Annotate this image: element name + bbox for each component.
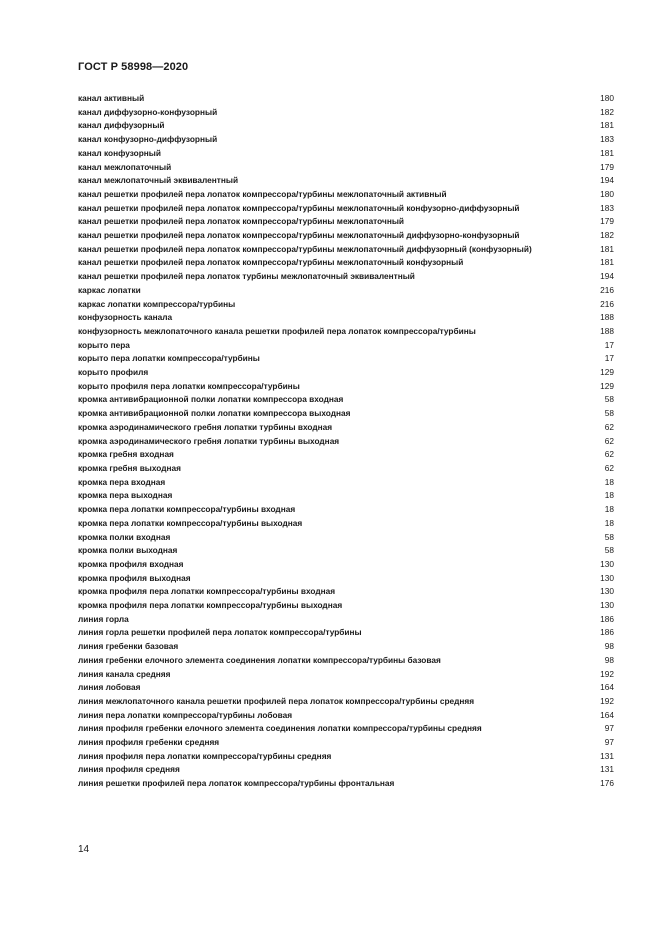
index-page-ref: 181 bbox=[600, 147, 614, 158]
index-entry bbox=[78, 517, 614, 531]
index-term: каркас лопатки bbox=[78, 284, 141, 295]
index-page-ref: 130 bbox=[600, 572, 614, 583]
index-term: конфузорность межлопаточного канала решетки профилей пера лопаток компрессора/турбины bbox=[78, 325, 476, 336]
index-entry bbox=[78, 777, 614, 791]
index-entry bbox=[78, 284, 614, 298]
index-entry bbox=[78, 722, 614, 736]
index-term: корыто профиля пера лопатки компрессора/турбины bbox=[78, 380, 300, 391]
index-entry bbox=[78, 366, 614, 380]
index-page-ref: 130 bbox=[600, 600, 614, 611]
index-entry bbox=[78, 736, 614, 750]
index-entry bbox=[78, 640, 614, 654]
index-entry bbox=[78, 311, 614, 325]
index-term: кромка гребня выходная bbox=[78, 462, 181, 473]
term-index bbox=[78, 92, 614, 791]
index-term: кромка антивибрационной полки лопатки компрессора выходная bbox=[78, 408, 351, 419]
index-entry bbox=[78, 161, 614, 175]
index-page-ref: 18 bbox=[604, 490, 614, 501]
index-term: корыто профиля bbox=[78, 367, 149, 378]
index-page-ref: 180 bbox=[600, 93, 614, 103]
index-term: корыто пера лопатки компрессора/турбины bbox=[78, 353, 260, 364]
index-term: канал межлопаточный bbox=[78, 161, 172, 172]
index-page-ref: 181 bbox=[600, 257, 614, 268]
index-page-ref: 179 bbox=[600, 161, 614, 172]
index-term: кромка полки выходная bbox=[78, 545, 178, 556]
index-term: кромка аэродинамического гребня лопатки турбины выходная bbox=[78, 435, 340, 446]
index-entry bbox=[78, 585, 614, 599]
index-page-ref: 17 bbox=[604, 339, 614, 350]
index-page-ref: 129 bbox=[600, 367, 614, 378]
index-page-ref: 181 bbox=[600, 243, 614, 254]
index-term: линия пера лопатки компрессора/турбины лобовая bbox=[78, 709, 293, 720]
index-term: линия лобовая bbox=[78, 682, 141, 693]
index-entry bbox=[78, 270, 614, 284]
index-term: кромка пера лопатки компрессора/турбины выходная bbox=[78, 517, 303, 528]
index-entry bbox=[78, 572, 614, 586]
index-entry bbox=[78, 380, 614, 394]
index-page-ref: 192 bbox=[600, 695, 614, 706]
index-page-ref: 180 bbox=[600, 188, 614, 199]
index-term: канал активный bbox=[78, 93, 145, 103]
index-term: канал решетки профилей пера лопаток турбины межлопаточный эквивалентный bbox=[78, 271, 415, 282]
index-page-ref: 164 bbox=[600, 682, 614, 693]
index-page-ref: 179 bbox=[600, 216, 614, 227]
index-page-ref: 62 bbox=[604, 435, 614, 446]
index-page-ref: 62 bbox=[604, 421, 614, 432]
index-term: линия канала средняя bbox=[78, 668, 171, 679]
index-term: линия профиля средняя bbox=[78, 764, 180, 775]
index-page-ref: 181 bbox=[600, 120, 614, 131]
index-page-ref: 186 bbox=[600, 613, 614, 624]
index-entry bbox=[78, 695, 614, 709]
index-entry bbox=[78, 325, 614, 339]
index-entry bbox=[78, 668, 614, 682]
index-page-ref: 131 bbox=[600, 764, 614, 775]
index-term: кромка пера входная bbox=[78, 476, 166, 487]
index-entry bbox=[78, 613, 614, 627]
index-entry bbox=[78, 407, 614, 421]
index-term: кромка пера выходная bbox=[78, 490, 173, 501]
index-term: линия решетки профилей пера лопаток компрессора/турбины фронтальная bbox=[78, 778, 395, 789]
index-entry bbox=[78, 133, 614, 147]
index-term: канал решетки профилей пера лопаток компрессора/турбины межлопаточный конфузорно-диффузорный bbox=[78, 202, 520, 213]
index-term: каркас лопатки компрессора/турбины bbox=[78, 298, 236, 309]
index-page-ref: 188 bbox=[600, 312, 614, 323]
index-page-ref: 186 bbox=[600, 627, 614, 638]
index-term: конфузорность канала bbox=[78, 312, 173, 323]
index-entry bbox=[78, 352, 614, 366]
index-page-ref: 216 bbox=[600, 284, 614, 295]
index-term: кромка антивибрационной полки лопатки компрессора входная bbox=[78, 394, 344, 405]
index-page-ref: 183 bbox=[600, 202, 614, 213]
index-term: кромка профиля пера лопатки компрессора/турбины выходная bbox=[78, 600, 343, 611]
index-term: канал решетки профилей пера лопаток компрессора/турбины межлопаточный активный bbox=[78, 188, 447, 199]
index-page-ref: 130 bbox=[600, 558, 614, 569]
index-term: канал конфузорный bbox=[78, 147, 161, 158]
index-term: кромка аэродинамического гребня лопатки турбины входная bbox=[78, 421, 333, 432]
index-entry bbox=[78, 681, 614, 695]
index-entry bbox=[78, 503, 614, 517]
index-page-ref: 62 bbox=[604, 449, 614, 460]
index-entry bbox=[78, 763, 614, 777]
index-entry bbox=[78, 654, 614, 668]
index-page-ref: 164 bbox=[600, 709, 614, 720]
index-entry bbox=[78, 476, 614, 490]
index-term: канал решетки профилей пера лопаток компрессора/турбины межлопаточный диффузорный (конфузорный) bbox=[78, 243, 532, 254]
index-entry bbox=[78, 462, 614, 476]
index-term: кромка профиля входная bbox=[78, 558, 184, 569]
index-term: корыто пера bbox=[78, 339, 130, 350]
index-entry bbox=[78, 544, 614, 558]
index-page-ref: 182 bbox=[600, 106, 614, 117]
index-term: кромка профиля пера лопатки компрессора/турбины входная bbox=[78, 586, 336, 597]
index-term: линия профиля гребенки средняя bbox=[78, 737, 220, 748]
index-page-ref: 17 bbox=[604, 353, 614, 364]
index-entry bbox=[78, 215, 614, 229]
index-term: канал диффузорный bbox=[78, 120, 165, 131]
index-entry bbox=[78, 229, 614, 243]
index-page-ref: 188 bbox=[600, 325, 614, 336]
index-entry bbox=[78, 188, 614, 202]
index-term: канал решетки профилей пера лопаток компрессора/турбины межлопаточный bbox=[78, 216, 405, 227]
index-term: линия межлопаточного канала решетки профилей пера лопаток компрессора/турбины средняя bbox=[78, 695, 475, 706]
index-page-ref: 182 bbox=[600, 230, 614, 241]
index-entry bbox=[78, 147, 614, 161]
index-term: линия горла bbox=[78, 613, 129, 624]
index-page-ref: 58 bbox=[604, 408, 614, 419]
index-page-ref: 18 bbox=[604, 504, 614, 515]
index-entry bbox=[78, 92, 614, 106]
index-term: канал конфузорно-диффузорный bbox=[78, 134, 218, 145]
page-number: 14 bbox=[78, 844, 90, 855]
index-page-ref: 62 bbox=[604, 462, 614, 473]
index-page-ref: 18 bbox=[604, 476, 614, 487]
index-term: кромка гребня входная bbox=[78, 449, 174, 460]
index-entry bbox=[78, 750, 614, 764]
index-term: линия профиля гребенки елочного элемента соединения лопатки компрессора/турбины средняя bbox=[78, 723, 482, 734]
index-entry bbox=[78, 558, 614, 572]
index-term: канал решетки профилей пера лопаток компрессора/турбины межлопаточный диффузорно-конфузорный bbox=[78, 230, 520, 241]
index-page-ref: 183 bbox=[600, 134, 614, 145]
index-term: кромка профиля выходная bbox=[78, 572, 191, 583]
index-term: кромка полки входная bbox=[78, 531, 171, 542]
index-entry bbox=[78, 599, 614, 613]
index-page-ref: 98 bbox=[604, 641, 614, 652]
index-page-ref: 194 bbox=[600, 175, 614, 186]
index-entry bbox=[78, 106, 614, 120]
index-entry bbox=[78, 626, 614, 640]
index-term: линия гребенки базовая bbox=[78, 641, 179, 652]
index-page-ref: 176 bbox=[600, 778, 614, 789]
index-entry bbox=[78, 202, 614, 216]
index-term: канал диффузорно-конфузорный bbox=[78, 106, 218, 117]
index-entry bbox=[78, 421, 614, 435]
index-term: линия профиля пера лопатки компрессора/турбины средняя bbox=[78, 750, 332, 761]
index-entry bbox=[78, 709, 614, 723]
index-page-ref: 97 bbox=[604, 723, 614, 734]
index-entry bbox=[78, 174, 614, 188]
index-entry bbox=[78, 339, 614, 353]
index-page-ref: 216 bbox=[600, 298, 614, 309]
index-page-ref: 18 bbox=[604, 517, 614, 528]
index-page-ref: 131 bbox=[600, 750, 614, 761]
index-entry bbox=[78, 435, 614, 449]
index-page-ref: 129 bbox=[600, 380, 614, 391]
index-term: кромка пера лопатки компрессора/турбины входная bbox=[78, 504, 296, 515]
index-page-ref: 192 bbox=[600, 668, 614, 679]
index-page-ref: 58 bbox=[604, 394, 614, 405]
index-entry bbox=[78, 298, 614, 312]
index-term: линия гребенки елочного элемента соединения лопатки компрессора/турбины базовая bbox=[78, 654, 441, 665]
index-page-ref: 58 bbox=[604, 545, 614, 556]
index-entry bbox=[78, 243, 614, 257]
index-entry bbox=[78, 119, 614, 133]
index-page-ref: 194 bbox=[600, 271, 614, 282]
index-term: линия горла решетки профилей пера лопаток компрессора/турбины bbox=[78, 627, 362, 638]
index-page-ref: 97 bbox=[604, 737, 614, 748]
index-entry bbox=[78, 489, 614, 503]
index-term: канал решетки профилей пера лопаток компрессора/турбины межлопаточный конфузорный bbox=[78, 257, 464, 268]
index-entry bbox=[78, 448, 614, 462]
index-page-ref: 58 bbox=[604, 531, 614, 542]
index-entry bbox=[78, 256, 614, 270]
index-entry bbox=[78, 393, 614, 407]
index-entry bbox=[78, 531, 614, 545]
index-page-ref: 130 bbox=[600, 586, 614, 597]
index-page-ref: 98 bbox=[604, 654, 614, 665]
document-header: ГОСТ Р 58998—2020 bbox=[78, 61, 189, 73]
index-term: канал межлопаточный эквивалентный bbox=[78, 175, 239, 186]
